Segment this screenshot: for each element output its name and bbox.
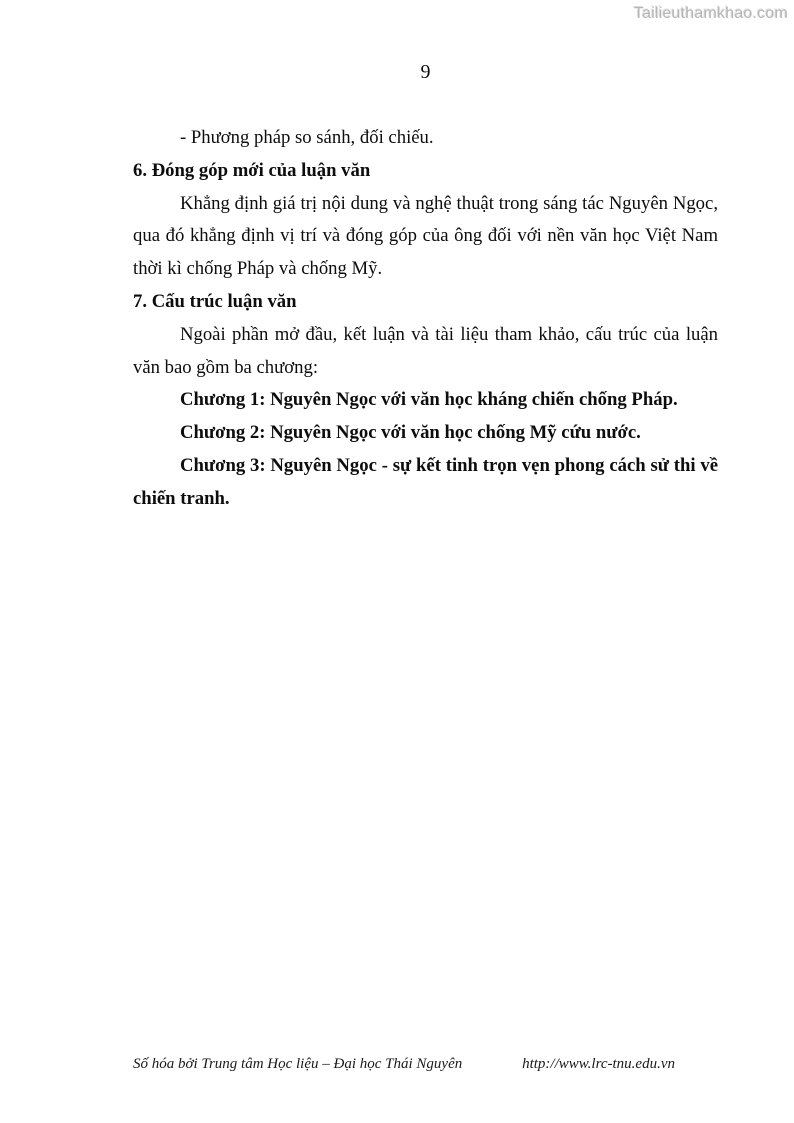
- document-body: [133, 122, 718, 516]
- chapter-1-title: Chương 1: Nguyên Ngọc với văn học kháng chiến chống Pháp.: [180, 389, 678, 411]
- section-7-paragraph-line: Ngoài phần mở đầu, kết luận và tài liệu tham khảo, cấu trúc của luận: [180, 323, 718, 345]
- watermark-text: Tailieuthamkhao.com: [633, 5, 788, 22]
- footer-url: http://www.lrc-tnu.edu.vn: [522, 1056, 675, 1072]
- page-footer: [133, 1056, 675, 1073]
- section-6-heading: 6. Đóng góp mới của luận văn: [133, 159, 371, 181]
- chapter-3-title-line: chiến tranh.: [133, 487, 230, 509]
- section-6-paragraph-line: qua đó khẳng định vị trí và đóng góp của ông đối với nền văn học Việt Nam: [133, 225, 718, 247]
- section-6-paragraph-line: thời kì chống Pháp và chống Mỹ.: [133, 258, 383, 280]
- page-number: 9: [420, 61, 431, 83]
- chapter-2-title: Chương 2: Nguyên Ngọc với văn học chống Mỹ cứu nước.: [180, 422, 641, 444]
- chapter-3-title-line: Chương 3: Nguyên Ngọc - sự kết tinh trọn vẹn phong cách sử thi về: [180, 454, 718, 476]
- section-6-paragraph-line: Khẳng định giá trị nội dung và nghệ thuật trong sáng tác Nguyên Ngọc,: [180, 192, 718, 214]
- method-list-item: - Phương pháp so sánh, đối chiếu.: [180, 127, 434, 148]
- footer-digitized-by: Số hóa bởi Trung tâm Học liệu – Đại học Thái Nguyên: [133, 1056, 463, 1072]
- section-7-paragraph-line: văn bao gồm ba chương:: [133, 356, 319, 378]
- section-7-heading: 7. Cấu trúc luận văn: [133, 290, 297, 312]
